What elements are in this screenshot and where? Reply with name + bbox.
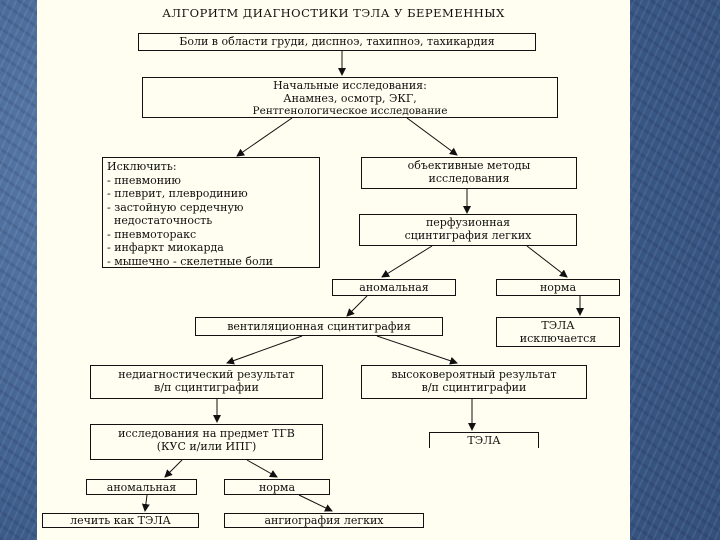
objective-methods-box [361,157,577,189]
exclude-item: - пневмонию [107,173,181,187]
pe-excluded-line-1: ТЭЛА [541,319,575,332]
exclude-item: - мышечно - скелетные боли [107,254,273,268]
exclude-list [107,174,315,269]
arrow-ventilation-highprob [377,336,457,363]
initial-studies-line-1: Анамнез, осмотр, ЭКГ, [283,92,417,105]
anomalous-1-text: аномальная [359,281,429,294]
anomalous-box-2 [86,479,197,495]
pe-box [429,432,539,448]
normal-box-1 [496,279,620,296]
pe-text: ТЭЛА [467,434,501,447]
slide-panel [37,0,630,540]
arrow-ventilation-nondiagnostic [227,336,302,363]
initial-studies-line-2: Рентгенологическое исследование [252,105,448,117]
arrow-perfusion-normal [527,246,567,277]
treat-as-pe-box [42,513,199,528]
exclude-heading: Исключить: [107,160,177,173]
arrow-anomalous-treat [145,495,147,511]
high-probability-line-2: в/п сцинтиграфии [421,381,527,394]
arrow-normal-angiography [299,495,332,511]
arrow-perfusion-anomalous [382,246,432,277]
symptoms-box [138,33,536,51]
ventilation-text: вентиляционная сцинтиграфия [227,320,411,333]
exclude-item: - застойную сердечную [107,200,244,214]
anomalous-box-1 [332,279,456,296]
nondiagnostic-line-2: в/п сцинтиграфии [154,381,259,394]
perfusion-line-1: перфузионная [425,216,511,229]
pe-excluded-line-2: исключается [519,332,597,345]
exclude-box [102,157,320,268]
nondiagnostic-box [90,365,323,399]
high-probability-line-1: высоковероятный результат [391,368,557,381]
symptoms-text: Боли в области груди, диспноэ, тахипноэ, тахикардия [179,35,495,48]
arrow-initial-objective [407,118,457,155]
tgv-box [90,424,323,460]
pe-excluded-box [496,317,620,347]
objective-methods-line-1: объективные методы [407,159,531,172]
initial-studies-heading: Начальные исследования: [273,79,427,92]
exclude-item: - пневмоторакс [107,227,197,241]
normal-2-text: норма [258,481,296,494]
nondiagnostic-line-1: недиагностический результат [118,368,295,381]
angiography-box [224,513,424,528]
exclude-item: недостаточность [114,214,213,227]
anomalous-2-text: аномальная [106,481,177,494]
tgv-line-2: (КУС и/или ИПГ) [156,440,257,453]
treat-as-pe-text: лечить как ТЭЛА [70,514,171,527]
initial-studies-box [142,77,558,118]
arrow-anomalous-ventilation [347,296,367,316]
normal-1-text: норма [539,281,577,294]
tgv-line-1: исследования на предмет ТГВ [118,427,295,440]
perfusion-box [359,214,577,246]
exclude-item: - плеврит, плевродинию [107,187,248,200]
ventilation-box [195,317,443,336]
exclude-item: - инфаркт миокарда [107,241,224,254]
high-probability-box [361,365,587,399]
arrow-tgv-anomalous [165,460,182,477]
normal-box-2 [224,479,330,495]
diagram-title: АЛГОРИТМ ДИАГНОСТИКИ ТЭЛА У БЕРЕМЕННЫХ [162,6,505,20]
arrow-initial-exclude [237,118,292,156]
objective-methods-line-2: исследования [428,172,510,185]
arrow-tgv-normal [247,460,277,477]
angiography-text: ангиография легких [264,514,384,527]
perfusion-line-2: сцинтиграфия легких [404,229,532,242]
